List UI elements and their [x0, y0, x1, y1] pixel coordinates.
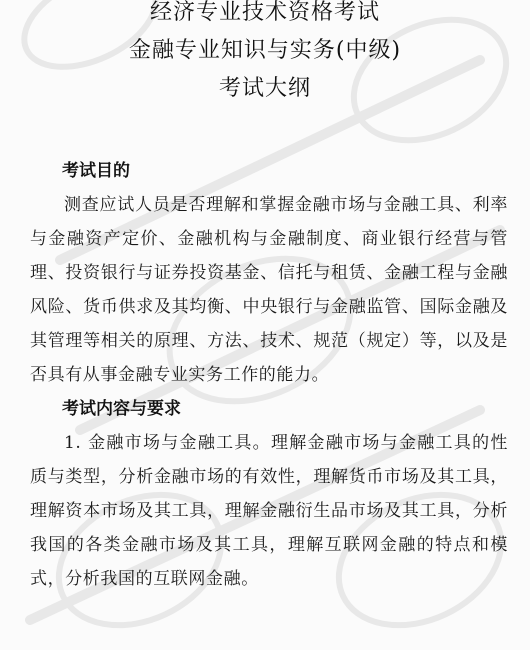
document-title	[0, 0, 530, 108]
title-line-3: 考试大纲	[218, 76, 311, 101]
section-paragraph-exam-content: 1. 金融市场与金融工具。理解金融市场与金融工具的性质与类型，分析金融市场的有效性，理解货币市场及其工具，理解资本市场及其工具，理解金融衍生品市场及其工具，分析我国的各类金融市场及其工具，理解互联网金融的特点和模式，分析我国的互联网金融。	[30, 433, 508, 589]
section-paragraph-exam-purpose: 测查应试人员是否理解和掌握金融市场与金融工具、利率与金融资产定价、金融机构与金融制度、商业银行经营与管理、投资银行与证券投资基金、信托与租赁、金融工程与金融风险、货币供求及其均衡、中央银行与金融监管、国际金融及其管理等相关的原理、方法、技术、规范（规定）等，以及是否具有从事金融专业实务工作的能力。	[30, 195, 508, 385]
section-heading-exam-content: 考试内容与要求	[62, 399, 181, 419]
title-line-1: 经济专业技术资格考试	[149, 0, 380, 25]
document-body	[30, 154, 508, 596]
title-line-2: 金融专业知识与实务(中级)	[128, 38, 402, 63]
section-heading-exam-purpose: 考试目的	[62, 161, 130, 181]
